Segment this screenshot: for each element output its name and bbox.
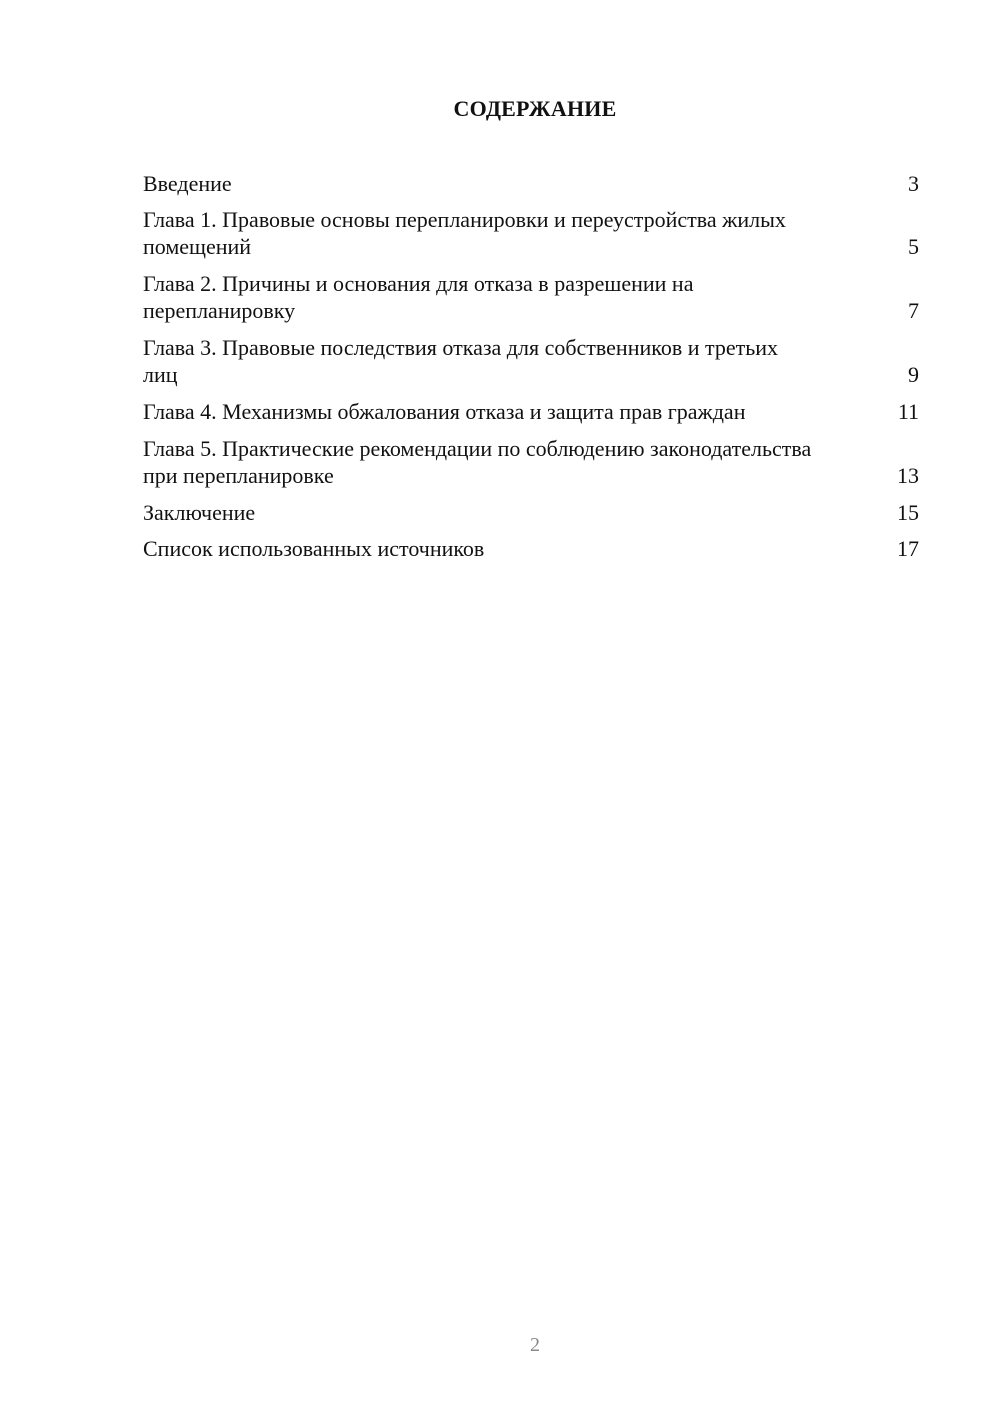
toc-entry-page: 11 (897, 399, 919, 424)
toc-entry-page: 5 (908, 234, 919, 259)
toc-entry-chapter-4[interactable] (143, 398, 919, 425)
toc-entry-title: Введение (143, 171, 232, 196)
toc-entry-page: 15 (897, 500, 919, 525)
table-of-contents (143, 170, 919, 571)
toc-entry-page: 17 (897, 536, 919, 561)
toc-entry-chapter-5[interactable] (143, 435, 919, 489)
toc-entry-page: 7 (908, 298, 919, 323)
toc-entry-title: Заключение (143, 500, 256, 525)
toc-entry-title: Глава 1. Правовые основы перепланировки и переустройства жилых помещений (143, 207, 786, 259)
toc-entry-conclusion[interactable] (143, 499, 919, 526)
page-title: СОДЕРЖАНИЕ (453, 96, 617, 121)
toc-entry-title: Список использованных источников (143, 536, 485, 561)
toc-entry-page: 13 (897, 463, 919, 488)
toc-entry-title: Глава 5. Практические рекомендации по соблюдению законодательства при перепланировке (143, 436, 812, 488)
toc-entry-title: Глава 3. Правовые последствия отказа для собственников и третьих лиц (143, 335, 779, 387)
toc-entry-title: Глава 4. Механизмы обжалования отказа и защита прав граждан (143, 399, 746, 424)
toc-entry-chapter-1[interactable] (143, 206, 919, 260)
toc-entry-chapter-3[interactable] (143, 334, 919, 388)
toc-entry-page: 3 (908, 171, 919, 196)
toc-entry-references[interactable] (143, 535, 919, 562)
page-number: 2 (530, 1334, 540, 1356)
toc-entry-chapter-2[interactable] (143, 270, 919, 324)
toc-entry-title: Глава 2. Причины и основания для отказа в разрешении на перепланировку (143, 271, 694, 323)
toc-entry-introduction[interactable] (143, 170, 919, 197)
toc-entry-page: 9 (908, 362, 919, 387)
